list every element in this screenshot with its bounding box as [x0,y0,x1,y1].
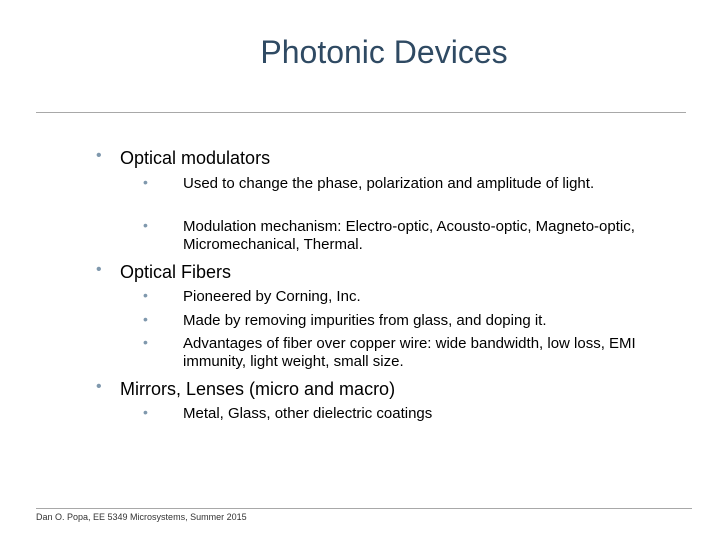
sub-bullet-item: Metal, Glass, other dielectric coatings [183,405,433,422]
bullet-dot-icon: • [96,261,102,278]
footer-divider [36,508,692,509]
sub-bullet-item: Pioneered by Corning, Inc. [183,288,361,305]
bullet-optical-modulators: Optical modulators [120,148,271,168]
bullet-dot-icon: • [96,378,102,395]
sub-bullet-dot-icon: • [143,217,148,233]
title-divider [36,112,686,113]
sub-bullet-item: Advantages of fiber over copper wire: wide bandwidth, low loss, EMI immunity, light weight, small size. [183,335,636,370]
sub-bullet-dot-icon: • [143,174,148,190]
slide-title: Photonic Devices [260,34,508,70]
sub-bullet-item: Modulation mechanism: Electro-optic, Acousto-optic, Magneto-optic, Micromechanical, Thermal. [183,218,635,253]
sub-bullet-dot-icon: • [143,311,148,327]
bullet-optical-fibers: Optical Fibers [120,262,232,282]
sub-bullet-item: Used to change the phase, polarization and amplitude of light. [183,175,595,192]
bullet-mirrors-lenses: Mirrors, Lenses (micro and macro) [120,379,396,399]
sub-bullet-item: Made by removing impurities from glass, and doping it. [183,312,547,329]
sub-bullet-dot-icon: • [143,334,148,350]
sub-bullet-dot-icon: • [143,404,148,420]
sub-bullet-dot-icon: • [143,287,148,303]
footer-text: Dan O. Popa, EE 5349 Microsystems, Summer 2015 [36,512,247,522]
bullet-dot-icon: • [96,147,102,164]
